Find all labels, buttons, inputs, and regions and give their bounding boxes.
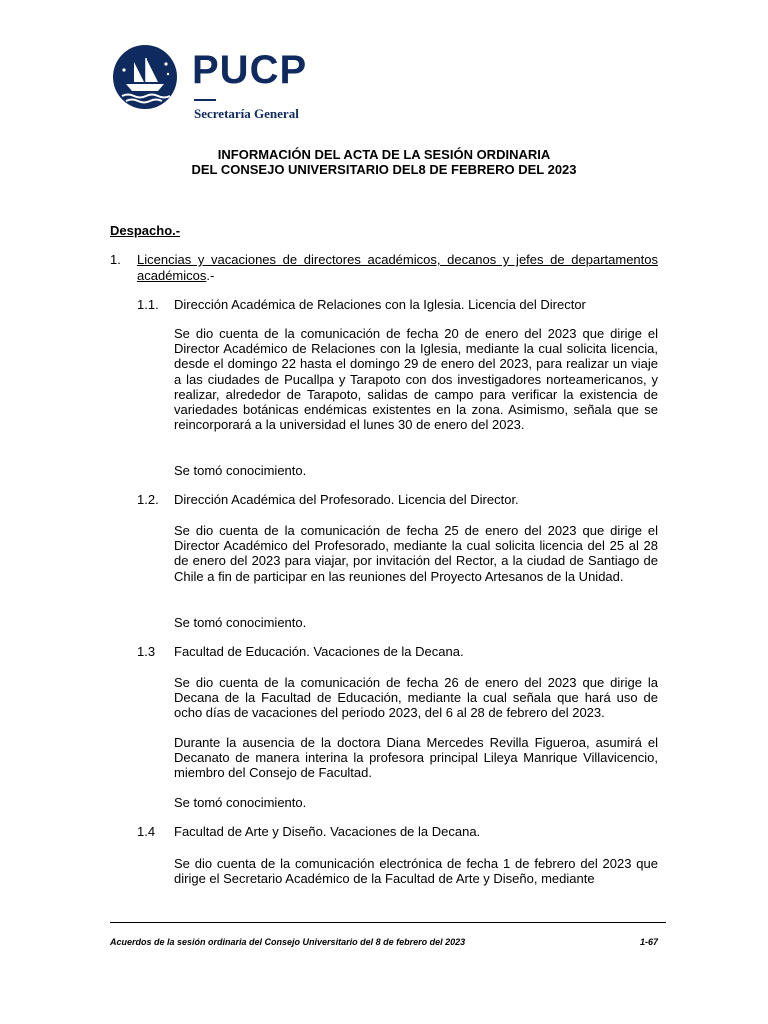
subitem-title: Facultad de Educación. Vacaciones de la Decana. [174,644,464,659]
subitem-paragraph: Se dio cuenta de la comunicación electrónica de fecha 1 de febrero del 2023 que dirige el Secretario Académico de la Facultad de Arte y Diseño, mediante [174,856,658,887]
item-title-underlined: Licencias y vacaciones de directores académicos, decanos y jefes de departamentos académicos [137,252,658,283]
item-title-suffix: .- [206,268,215,283]
item-title [137,252,658,284]
subitem-paragraph: Se dio cuenta de la comunicación de fecha 26 de enero del 2023 que dirige la Decana de la Facultad de Educación, mediante la cual señala que hará uso de ocho días de vacaciones del periodo 2023, del 6 al 28 de febrero del 2023. [174,675,658,721]
page-number: 1-67 [639,937,658,947]
subitem-title: Dirección Académica del Profesorado. Licencia del Director. [174,492,519,507]
subitem-number: 1.4 [137,824,156,839]
subitem-number: 1.2. [137,492,159,507]
footer-divider [110,922,666,923]
subitem-title: Dirección Académica de Relaciones con la Iglesia. Licencia del Director [174,297,586,312]
subitem-note: Se tomó conocimiento. [174,615,307,630]
subitem-number: 1.3 [137,644,156,659]
logo-subtitle: Secretaría General [194,106,299,121]
subitem-note: Se tomó conocimiento. [174,463,307,478]
document-title-line2: DEL CONSEJO UNIVERSITARIO DEL8 DE FEBRERO DEL 2023 [191,162,577,177]
logo-divider [194,99,216,101]
subitem-paragraph: Se dio cuenta de la comunicación de fecha 20 de enero del 2023 que dirige el Director Académico de Relaciones con la Iglesia, mediante la cual solicita licencia, desde el domingo 22 hasta el domingo 29 de enero del 2023, para realizar un viaje a las ciudades de Pucallpa y Tarapoto con dos investigadores norteamericanos, y realizar, alrededor de Tarapoto, salidas de campo para verificar la existencia de variedades botánicas endémicas existentes en la zona. Asimismo, señala que se reincorporará a la universidad el lunes 30 de enero del 2023. [174,326,658,433]
ship-emblem-icon [110,44,180,110]
subitem-paragraph: Se dio cuenta de la comunicación de fecha 25 de enero del 2023 que dirige el Director Académico del Profesorado, mediante la cual solicita licencia del 25 al 28 de enero del 2023 para viajar, por invitación del Rector, a la ciudad de Santiago de Chile a fin de participar en las reuniones del Proyecto Artesanos de la Unidad. [174,523,658,584]
subitem-note: Se tomó conocimiento. [174,795,307,810]
footer-caption: Acuerdos de la sesión ordinaria del Consejo Universitario del 8 de febrero del 2023 [110,937,466,947]
subitem-title: Facultad de Arte y Diseño. Vacaciones de la Decana. [174,824,481,839]
logo-wordmark: PUCP [192,48,308,92]
document-title-line1: INFORMACIÓN DEL ACTA DE LA SESIÓN ORDINARIA [217,147,551,162]
subitem-paragraph: Durante la ausencia de la doctora Diana Mercedes Revilla Figueroa, asumirá el Decanato de manera interina la profesora principal Lileya Manrique Villavicencio, miembro del Consejo de Facultad. [174,735,658,781]
subitem-number: 1.1. [137,297,159,312]
pucp-logo [110,44,330,124]
section-heading: Despacho.- [110,223,181,238]
item-number: 1. [110,252,121,267]
